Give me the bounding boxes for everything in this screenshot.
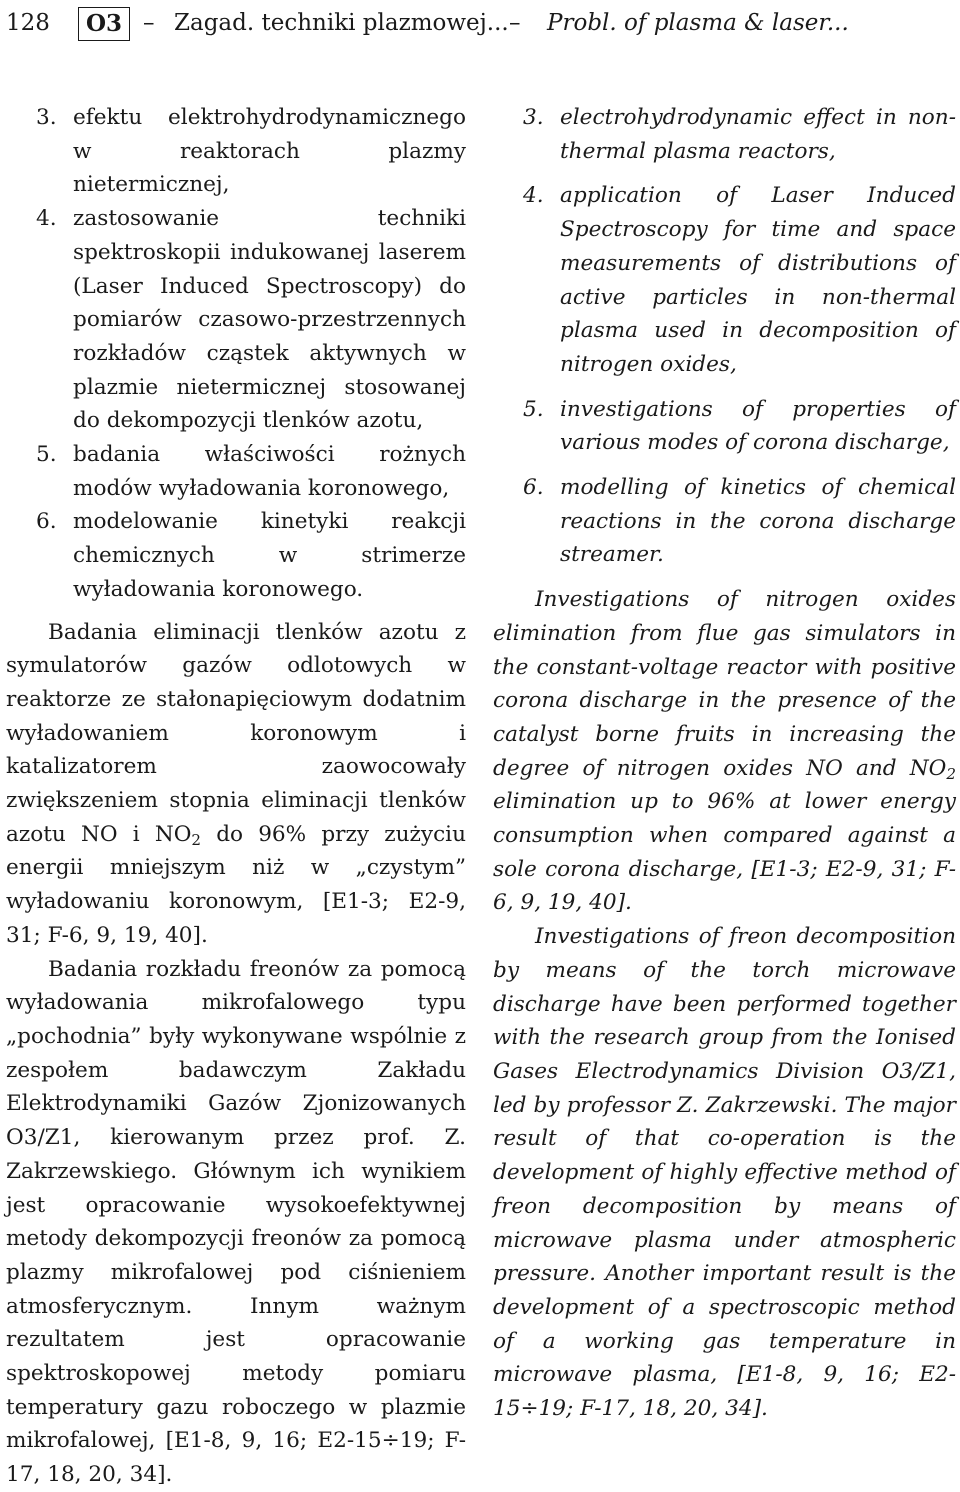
- list-item: [6, 505, 466, 606]
- research-topics-list-pl: [6, 101, 466, 607]
- list-item: [493, 101, 956, 168]
- list-text: application of Laser Induced Spectroscopy for time and space measurements of distributions of active particles in non-thermal plasma used in decomposition of nitrogen oxides,: [560, 183, 956, 377]
- list-item: [493, 393, 956, 460]
- list-text: badania właściwości rożnych modów wyładowania koronowego,: [73, 442, 466, 501]
- list-number: 6.: [36, 509, 57, 535]
- paragraph-freon-decomposition-en: Investigations of freon decomposition by means of the torch microwave discharge have been performed together with the research group from the Ionised Gases Electrodynamics Division O3/Z1, led by professor Z. Zakrzewski. The major result of that co-operation is the development of highly effective method of freon decomposition by means of microwave plasma under atmospheric pressure. Another important result is the development of a spectroscopic method of a working gas temperature in microwave plasma, [E1-8, 9, 16; E2-15÷19; F-17, 18, 20, 34].: [493, 924, 956, 1422]
- list-text: electrohydrodynamic effect in non-thermal plasma reactors,: [560, 105, 956, 164]
- list-number: 4.: [36, 206, 57, 232]
- list-text: efektu elektrohydrodynamicznego w reaktorach plazmy nietermicznej,: [73, 105, 466, 198]
- list-item: [6, 101, 466, 202]
- list-number: 6.: [523, 475, 544, 501]
- header-dash: –: [509, 10, 521, 36]
- list-text: modelling of kinetics of chemical reactions in the corona discharge streamer.: [560, 475, 956, 568]
- list-number: 3.: [523, 105, 544, 130]
- research-topics-list-en: [493, 101, 956, 572]
- header-title-en: Probl. of plasma & laser...: [547, 10, 849, 36]
- list-item: [493, 179, 956, 381]
- polish-column: [6, 101, 466, 1492]
- list-number: 5.: [36, 442, 57, 468]
- header-dash: –: [143, 10, 155, 36]
- section-code-box: O3: [78, 7, 130, 41]
- page-number: 128: [6, 10, 50, 36]
- paragraph-nox-elimination-pl: Badania eliminacji tlenków azotu z symulatorów gazów odlotowych w reaktorze ze stałonapięciowym dodatnim wyładowaniem koronowym i katalizatorem zaowocowały zwiększeniem stopnia eliminacji tlenków azotu NO i $NO_2$ do 96% przy zużyciu energii mniejszym niż w „czystym” wyładowaniu koronowym, [E1-3; E2-9, 31; F-6, 9, 19, 40].: [6, 619, 466, 948]
- list-text: zastosowanie techniki spektroskopii indukowanej laserem (Laser Induced Spectroscopy) do pomiarów czasowo-przestrzennych rozkładów cząstek aktywnych w plazmie nietermicznej stosowanej do dekompozycji tlenków azotu,: [73, 206, 466, 434]
- page-header: [6, 4, 956, 42]
- list-number: 4.: [523, 183, 544, 209]
- english-column: [493, 101, 956, 1426]
- list-text: investigations of properties of various modes of corona discharge,: [560, 396, 956, 456]
- list-number: 5.: [523, 396, 544, 422]
- header-title-pl: Zagad. techniki plazmowej...: [174, 10, 509, 36]
- list-number: 3.: [36, 105, 57, 130]
- list-text: modelowanie kinetyki reakcji chemicznych w strimerze wyładowania koronowego.: [73, 509, 466, 602]
- list-item: [6, 438, 466, 505]
- list-item: [493, 471, 956, 572]
- list-item: [6, 202, 466, 438]
- paragraph-freon-decomposition-pl: Badania rozkładu freonów za pomocą wyładowania mikrofalowego typu „pochodnia” były wykonywane wspólnie z zespołem badawczym Zakładu Elektrodynamiki Gazów Zjonizowanych O3/Z1, kierowanym przez prof. Z. Zakrzewskiego. Głównym ich wynikiem jest opracowanie wysokoefektywnej metody dekompozycji freonów za pomocą plazmy mikrofalowej pod ciśnieniem atmosferycznym. Innym ważnym rezultatem jest opracowanie spektroskopowej metody pomiaru temperatury gazu roboczego w plazmie mikrofalowej, [E1-8, 9, 16; E2-15÷19; F-17, 18, 20, 34].: [6, 956, 466, 1488]
- paragraph-nox-elimination-en: Investigations of nitrogen oxides elimination from flue gas simulators in the constant-voltage reactor with positive corona discharge in the presence of the catalyst borne fruits in increasing the degree of nitrogen oxides NO and $NO_2$ elimination up to 96% at lower energy consumption when compared against a sole corona discharge, [E1-3; E2-9, 31; F-6, 9, 19, 40].: [493, 587, 956, 916]
